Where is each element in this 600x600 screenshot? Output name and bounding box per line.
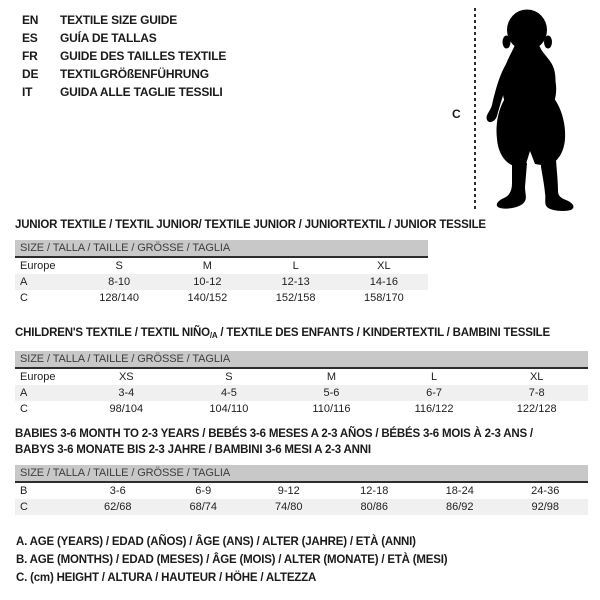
- table-cell: 3-6: [109, 485, 126, 497]
- table-cell: 110/116: [312, 403, 351, 415]
- language-row: [22, 83, 226, 101]
- language-code: FR: [22, 49, 38, 63]
- language-code: DE: [22, 67, 39, 81]
- language-row: [22, 29, 226, 47]
- table-row: [15, 385, 588, 401]
- language-list: [22, 11, 226, 101]
- language-row: [22, 47, 226, 65]
- table-row: [15, 483, 588, 499]
- table-row: [15, 499, 588, 515]
- size-header-bar: SIZE / TALLA / TAILLE / GRÖSSE / TAGLIA: [15, 351, 588, 369]
- table-cell: 10-12: [193, 276, 222, 288]
- language-title: GUIDA ALLE TAGLIE TESSILI: [60, 85, 223, 99]
- row-label: A: [20, 276, 28, 288]
- table-cell: 158/170: [363, 292, 404, 304]
- legend-line: A. AGE (YEARS) / EDAD (AÑOS) / ÂGE (ANS) / ALTER (JAHRE) / ETÀ (ANNI): [16, 536, 416, 548]
- table-cell: 92/98: [531, 501, 560, 513]
- table-cell: L: [431, 371, 438, 383]
- table-cell: 80/86: [360, 501, 389, 513]
- language-title: TEXTILGRÖßENFÜHRUNG: [60, 67, 209, 81]
- table-cell: 18-24: [445, 485, 474, 497]
- row-label: C: [20, 403, 28, 415]
- table-cell: XL: [529, 371, 544, 383]
- table-cell: 7-8: [528, 387, 545, 399]
- title-part: / TEXTILE DES ENFANTS / KINDERTEXTIL / BAMBINI TESSILE: [217, 327, 550, 339]
- table-cell: 104/110: [209, 403, 249, 415]
- table-row: [15, 290, 428, 306]
- legend-line: C. (cm) HEIGHT / ALTURA / HAUTEUR / HÖHE / ALTEZZA: [16, 572, 317, 584]
- language-row: [22, 65, 226, 83]
- table-cell: 12-18: [360, 485, 389, 497]
- legend-line: B. AGE (MONTHS) / EDAD (MESES) / ÂGE (MOIS) / ALTER (MONATE) / ETÀ (MESI): [16, 554, 448, 566]
- table-cell: 98/104: [109, 403, 144, 415]
- title-line: BABYS 3-6 MONATE BIS 2-3 JAHRE / BAMBINI 3-6 MESI A 2-3 ANNI: [15, 444, 371, 456]
- table-cell: L: [292, 260, 299, 272]
- table-cell: 74/80: [274, 501, 303, 513]
- language-title: GUÍA DE TALLAS: [60, 31, 157, 45]
- table-cell: 140/152: [187, 292, 228, 304]
- table-row: [15, 274, 428, 290]
- children-textile-section: [15, 325, 588, 417]
- table-title: [15, 325, 588, 344]
- table-cell: 9-12: [277, 485, 300, 497]
- language-title: TEXTILE SIZE GUIDE: [60, 13, 178, 27]
- children-size-table: [15, 369, 588, 417]
- language-code: IT: [22, 85, 33, 99]
- row-label: C: [20, 292, 28, 304]
- table-title: [15, 426, 588, 458]
- language-title: GUIDE DES TAILLES TEXTILE: [60, 49, 227, 63]
- table-cell: 24-36: [531, 485, 560, 497]
- table-cell: 12-13: [281, 276, 310, 288]
- table-cell: M: [202, 260, 212, 272]
- title-part: CHILDREN'S TEXTILE / TEXTIL NIÑO: [15, 327, 210, 339]
- table-cell: 6-7: [426, 387, 443, 399]
- row-label: C: [20, 501, 28, 513]
- babies-size-table: [15, 483, 588, 515]
- table-cell: 5-6: [323, 387, 340, 399]
- table-cell: 4-5: [220, 387, 237, 399]
- table-title: JUNIOR TEXTILE / TEXTIL JUNIOR/ TEXTILE JUNIOR / JUNIORTEXTIL / JUNIOR TESSILE: [15, 219, 486, 231]
- row-label: Europe: [20, 371, 56, 383]
- legend: [16, 533, 447, 587]
- table-cell: 14-16: [369, 276, 398, 288]
- language-code: EN: [22, 13, 39, 27]
- language-row: [22, 11, 226, 29]
- table-cell: 128/140: [99, 292, 139, 304]
- row-label: A: [20, 387, 28, 399]
- row-label: Europe: [20, 260, 56, 272]
- height-label-c: C: [452, 107, 461, 121]
- junior-textile-section: [15, 217, 486, 306]
- language-code: ES: [22, 31, 38, 45]
- junior-size-table: [15, 258, 428, 306]
- table-cell: 86/92: [445, 501, 474, 513]
- table-row: [15, 401, 588, 417]
- table-cell: M: [326, 371, 337, 383]
- table-cell: 8-10: [108, 276, 131, 288]
- table-cell: XS: [118, 371, 134, 383]
- row-label: B: [20, 485, 28, 497]
- table-cell: 3-4: [118, 387, 135, 399]
- table-cell: 62/68: [103, 501, 132, 513]
- table-cell: 152/158: [275, 292, 316, 304]
- table-cell: S: [115, 260, 123, 272]
- babies-textile-section: [15, 426, 588, 515]
- height-measure-line: [474, 8, 476, 212]
- table-cell: XL: [377, 260, 391, 272]
- table-cell: 68/74: [189, 501, 218, 513]
- title-subscript: /A: [209, 331, 218, 340]
- title-line: BABIES 3-6 MONTH TO 2-3 YEARS / BEBÉS 3-6 MESES A 2-3 AÑOS / BÉBÉS 3-6 MOIS À 2-3 ANS /: [15, 428, 533, 440]
- table-cell: 116/122: [414, 403, 454, 415]
- table-cell: S: [225, 371, 233, 383]
- table-cell: 122/128: [516, 403, 557, 415]
- size-header-bar: SIZE / TALLA / TAILLE / GRÖSSE / TAGLIA: [15, 465, 588, 483]
- table-row: [15, 258, 428, 274]
- table-row: [15, 369, 588, 385]
- baby-silhouette-icon: [481, 5, 581, 211]
- size-header-bar: SIZE / TALLA / TAILLE / GRÖSSE / TAGLIA: [15, 240, 428, 258]
- table-cell: 6-9: [195, 485, 212, 497]
